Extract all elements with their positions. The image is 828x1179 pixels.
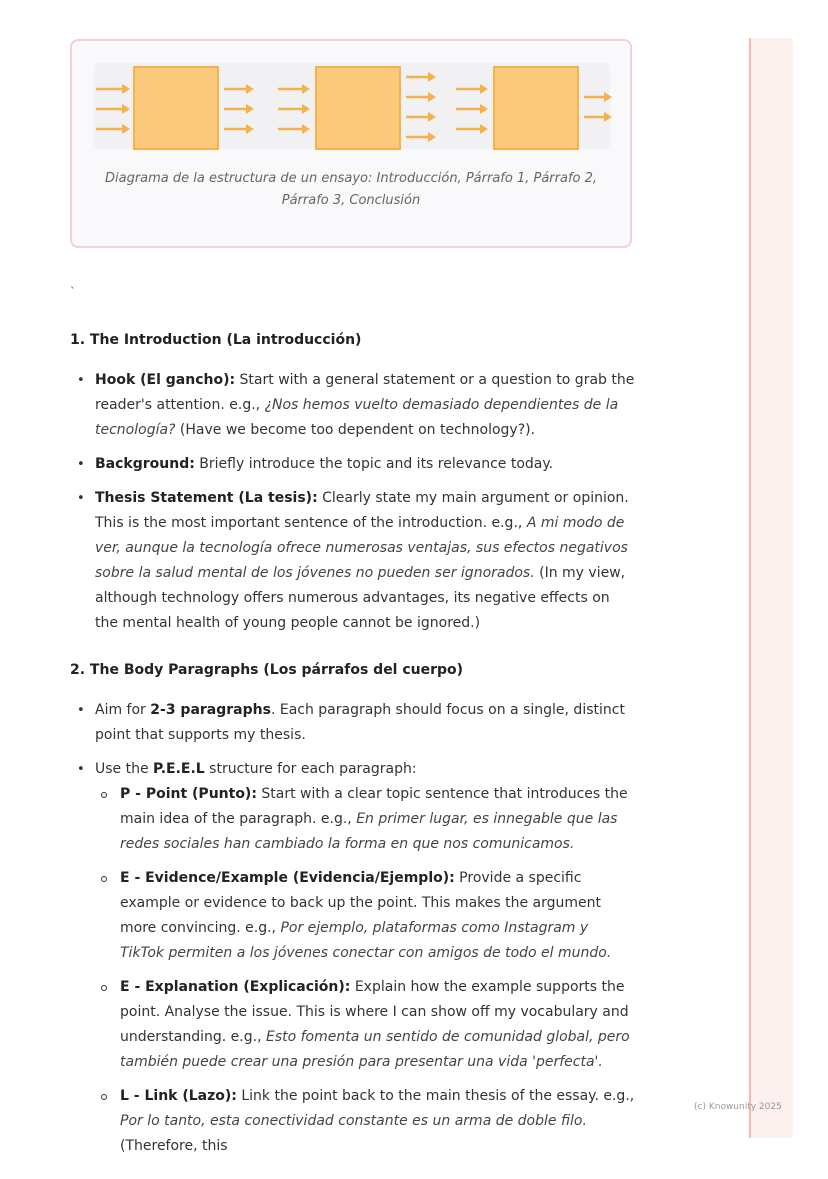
section-heading-body: 2. The Body Paragraphs (Los párrafos del cuerpo) (70, 662, 464, 678)
diagram-arrow-out3-2 (584, 112, 612, 122)
introduction-list (70, 368, 636, 636)
explanation-label: E - Explanation (Explicación): (120, 979, 351, 995)
essay-guide-content (70, 326, 636, 1179)
peel-bold: P.E.E.L (153, 761, 205, 777)
sublist-item-link (95, 1084, 636, 1159)
thesis-translation: (In my view, although technology offers numerous advantages, its negative effects on the mental health of young people cannot be ignored.) (95, 565, 626, 631)
sublist-item-evidence (95, 866, 636, 966)
explanation-example: Esto fomenta un sentido de comunidad global, pero también puede crear una presión para presentar una vida 'perfecta'. (120, 1029, 630, 1070)
diagram-arrow-out3-1 (584, 92, 612, 102)
page-margin-strip (749, 38, 793, 1138)
body-list (70, 698, 636, 1159)
essay-structure-figure (70, 39, 632, 248)
thesis-example: A mi modo de ver, aunque la tecnología ofrece numerosas ventajas, sus efectos negativos sobre la salud mental de los jóvenes no pueden ser ignorados. (95, 515, 628, 581)
link-translation: (Therefore, this (120, 1138, 228, 1154)
diagram-box-1 (134, 67, 218, 149)
link-label: L - Link (Lazo): (120, 1088, 237, 1104)
diagram-arrow-in2-1 (278, 84, 310, 94)
section-heading-introduction: 1. The Introduction (La introducción) (70, 332, 362, 348)
stray-mark: ` (70, 285, 76, 298)
copyright-footer: (c) Knowunity 2025 (694, 1102, 782, 1112)
point-text: Start with a clear topic sentence that introduces the main idea of the paragraph. e.g., (120, 786, 628, 827)
sublist-item-point (95, 782, 636, 857)
diagram-arrow-out1-2 (224, 104, 254, 114)
list-item-thesis (70, 486, 636, 636)
figure-caption: Diagrama de la estructura de un ensayo: Introducción, Párrafo 1, Párrafo 2, Párrafo 3, Conclusión (104, 171, 598, 208)
diagram-arrow-out2-2 (406, 92, 436, 102)
hook-translation: (Have we become too dependent on technology?). (175, 422, 536, 438)
diagram-arrow-out2-3 (406, 112, 436, 122)
hook-example: ¿Nos hemos vuelto demasiado dependientes de la tecnología? (95, 397, 619, 438)
background-text: Briefly introduce the topic and its relevance today. (194, 456, 554, 472)
evidence-label: E - Evidence/Example (Evidencia/Ejemplo): (120, 870, 455, 886)
essay-structure-diagram (94, 59, 614, 154)
diagram-arrow-in3-2 (456, 104, 488, 114)
diagram-box-2 (316, 67, 400, 149)
diagram-arrow-out1-3 (224, 124, 254, 134)
diagram-arrow-in-3 (96, 124, 130, 134)
background-label: Background: (95, 456, 195, 472)
hook-text: Start with a general statement or a question to grab the reader's attention. e.g., (95, 372, 635, 413)
explanation-text: Explain how the example supports the point. Analyse the issue. This is where I can show off my vocabulary and understanding. e.g., (120, 979, 629, 1045)
diagram-arrow-out2-4 (406, 132, 436, 142)
point-example: En primer lugar, es innegable que las redes sociales han cambiado la forma en que nos comunicamos. (120, 811, 618, 852)
evidence-text: Provide a specific example or evidence to back up the point. This makes the argument more convincing. e.g., (120, 870, 601, 936)
peel-sublist (95, 782, 636, 1159)
diagram-arrow-in-1 (96, 84, 130, 94)
list-item-hook (70, 368, 636, 443)
diagram-arrow-in3-1 (456, 84, 488, 94)
thesis-label: Thesis Statement (La tesis): (95, 490, 318, 506)
diagram-arrow-out1-1 (224, 84, 254, 94)
peel-after: structure for each paragraph: (204, 761, 417, 777)
diagram-arrow-out2-1 (406, 72, 436, 82)
diagram-arrow-in2-3 (278, 124, 310, 134)
diagram-arrow-in-2 (96, 104, 130, 114)
diagram-arrow-in2-2 (278, 104, 310, 114)
list-item-aim (70, 698, 636, 748)
hook-label: Hook (El gancho): (95, 372, 236, 388)
aim-after: . Each paragraph should focus on a single, distinct point that supports my thesis. (95, 702, 625, 743)
aim-bold: 2-3 paragraphs (150, 702, 271, 718)
evidence-example: Por ejemplo, plataformas como Instagram y TikTok permiten a los jóvenes conectar con amigos de todo el mundo. (120, 920, 612, 961)
diagram-arrow-in3-3 (456, 124, 488, 134)
diagram-box-3 (494, 67, 578, 149)
point-label: P - Point (Punto): (120, 786, 257, 802)
peel-before: Use the (95, 761, 154, 777)
thesis-text: Clearly state my main argument or opinion. This is the most important sentence of the introduction. e.g., (95, 490, 629, 531)
link-text: Link the point back to the main thesis of the essay. e.g., (236, 1088, 635, 1104)
link-example: Por lo tanto, esta conectividad constante es un arma de doble filo. (120, 1113, 587, 1129)
aim-before: Aim for (95, 702, 151, 718)
list-item-background (70, 452, 636, 477)
list-item-peel (70, 757, 636, 1159)
sublist-item-explanation (95, 975, 636, 1075)
